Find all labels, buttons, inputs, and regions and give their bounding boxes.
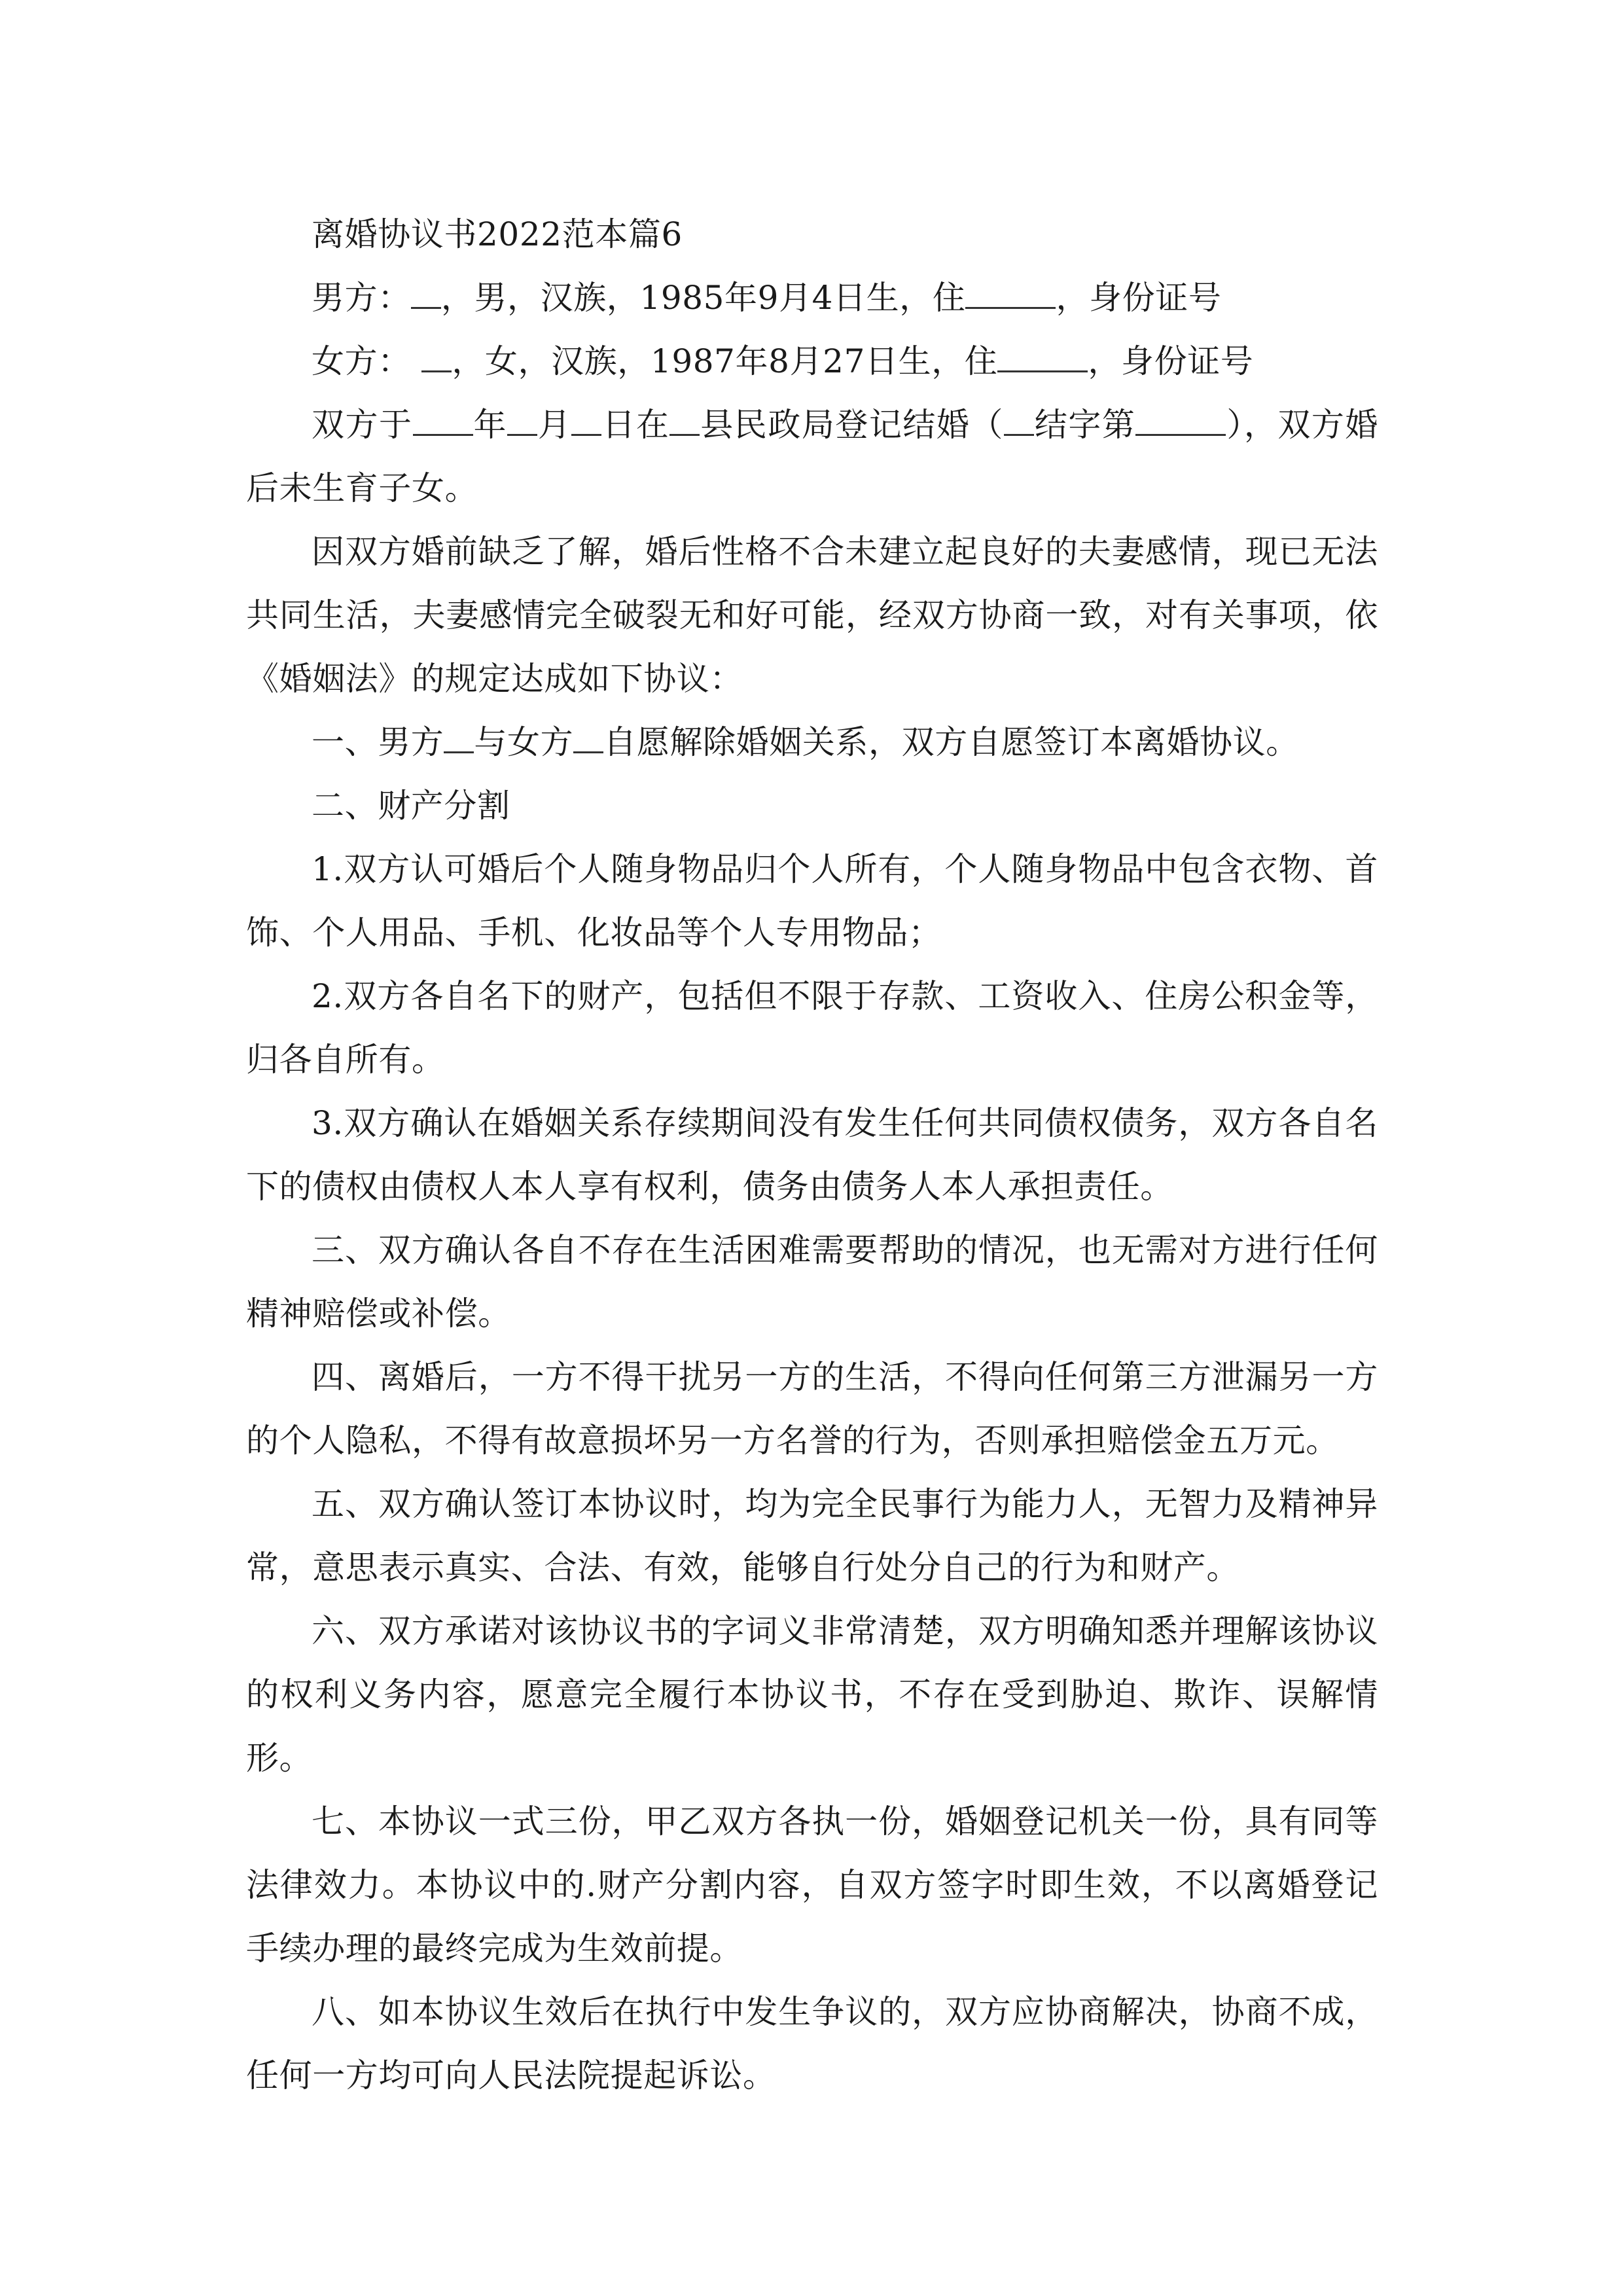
- clause-8: 八、如本协议生效后在执行中发生争议的，双方应协商解决，协商不成，任何一方均可向人民法院提起诉讼。: [246, 1993, 1378, 2094]
- clause-1-male-blank: [444, 725, 474, 753]
- female-prefix: 女方：: [312, 342, 411, 380]
- clause-1-text-2: 与女方: [474, 723, 574, 761]
- marriage-text-4: 日在: [601, 406, 670, 444]
- marriage-text-1: 双方于: [312, 406, 413, 444]
- female-party-line: [246, 330, 1378, 393]
- clause-1: [246, 711, 1378, 774]
- marriage-text-6: 结字第: [1033, 406, 1136, 444]
- male-party-line: [246, 266, 1378, 330]
- clause-2-title: 二、财产分割: [312, 787, 510, 825]
- marriage-text-7: ），双方婚后未生育子女。: [246, 406, 1378, 507]
- marriage-registration-paragraph: [246, 393, 1378, 520]
- cert-prefix-blank: [1004, 408, 1034, 436]
- cert-number-blank: [1135, 408, 1226, 436]
- clause-7: 七、本协议一式三份，甲乙双方各执一份，婚姻登记机关一份，具有同等法律效力。本协议中的.财产分割内容，自双方签字时即生效，不以离婚登记手续办理的最终完成为生效前提。: [246, 1803, 1378, 1967]
- male-name-blank: [411, 281, 441, 309]
- clause-5: 五、双方确认签订本协议时，均为完全民事行为能力人，无智力及精神异常，意思表示真实、合法、有效，能够自行处分自己的行为和财产。: [246, 1485, 1378, 1587]
- clause-1-text-1: 一、男方: [312, 723, 444, 761]
- day-blank: [571, 408, 601, 436]
- document-body: [246, 203, 1378, 2108]
- clause-1-female-blank: [573, 725, 603, 753]
- female-name-blank: [421, 344, 452, 372]
- county-blank: [669, 408, 700, 436]
- male-prefix: 男方：: [312, 279, 411, 317]
- female-id-label: ，身份证号: [1088, 342, 1254, 380]
- male-address-blank: [965, 281, 1056, 309]
- clause-1-text-3: 自愿解除婚姻关系，双方自愿签订本离婚协议。: [603, 723, 1299, 761]
- property-item-1: 1.双方认可婚后个人随身物品归个人所有，个人随身物品中包含衣物、首饰、个人用品、手机、化妆品等个人专用物品；: [246, 850, 1378, 952]
- female-address-blank: [997, 344, 1088, 372]
- clause-6: 六、双方承诺对该协议书的字词义非常清楚，双方明确知悉并理解该协议的权利义务内容，愿意完全履行本协议书，不存在受到胁迫、欺诈、误解情形。: [246, 1612, 1378, 1777]
- marriage-text-5: 县民政局登记结婚（: [700, 406, 1004, 444]
- divorce-reason-paragraph: 因双方婚前缺乏了解，婚后性格不合未建立起良好的夫妻感情，现已无法共同生活，夫妻感情完全破裂无和好可能，经双方协商一致，对有关事项，依《婚姻法》的规定达成如下协议：: [246, 533, 1378, 698]
- clause-4: 四、离婚后，一方不得干扰另一方的生活，不得向任何第三方泄漏另一方的个人隐私，不得有故意损坏另一方名誉的行为，否则承担赔偿金五万元。: [246, 1358, 1378, 1460]
- year-blank: [413, 408, 473, 436]
- property-item-3: 3.双方确认在婚姻关系存续期间没有发生任何共同债权债务，双方各自名下的债权由债权人本人享有权利，债务由债务人本人承担责任。: [246, 1104, 1378, 1206]
- female-details: ，女，汉族，1987年8月27日生，住: [452, 342, 998, 380]
- document-title: 离婚协议书2022范本篇6: [312, 215, 683, 253]
- property-item-2: 2.双方各自名下的财产，包括但不限于存款、工资收入、住房公积金等，归各自所有。: [246, 977, 1378, 1079]
- male-details: ，男，汉族，1985年9月4日生，住: [440, 279, 966, 317]
- marriage-text-2: 年: [473, 406, 507, 444]
- marriage-text-3: 月: [537, 406, 572, 444]
- clause-3: 三、双方确认各自不存在生活困难需要帮助的情况，也无需对方进行任何精神赔偿或补偿。: [246, 1231, 1378, 1333]
- month-blank: [507, 408, 537, 436]
- male-id-label: ，身份证号: [1056, 279, 1222, 317]
